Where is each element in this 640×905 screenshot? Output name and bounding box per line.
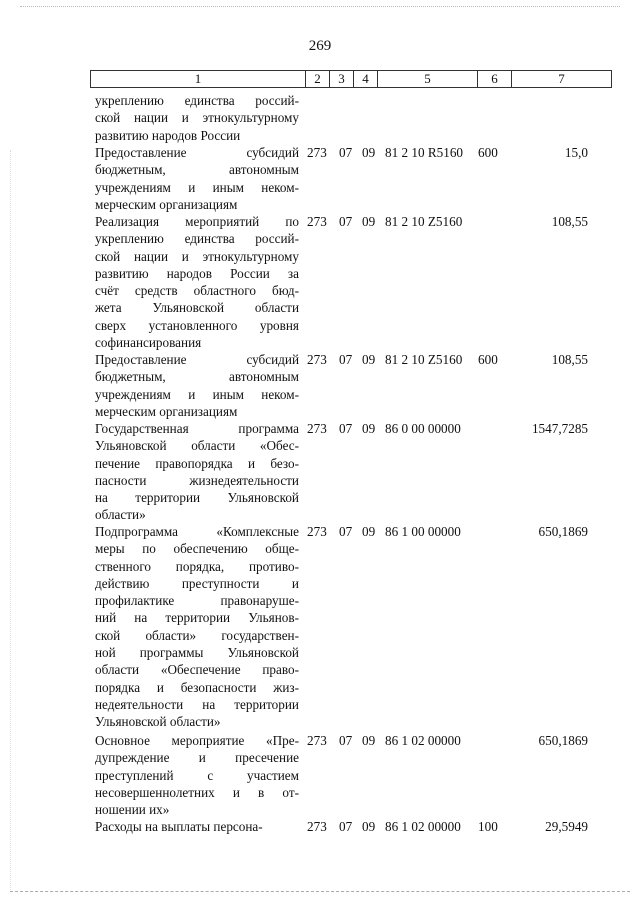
description-line: действию преступности и	[95, 575, 299, 591]
code-csr: 81 2 10 R5160	[385, 145, 464, 160]
code-vr: 100	[478, 819, 498, 834]
description-line: преступлений с участием	[95, 767, 299, 783]
row-description	[95, 420, 299, 524]
scan-edge-left	[10, 150, 12, 890]
amount: 650,1869	[538, 733, 588, 748]
description-line: учреждениям и иным неком-	[95, 179, 299, 195]
scan-edge-bottom	[10, 891, 630, 893]
header-col-5: 5	[377, 71, 477, 87]
description-line: ственного порядка, противо-	[95, 558, 299, 574]
code-csr: 81 2 10 Z5160	[385, 214, 463, 229]
description-line: дупреждение и пресечение	[95, 750, 299, 766]
header-col-1: 1	[194, 71, 202, 86]
header-col-6: 6	[477, 71, 511, 87]
description-line: профилактике правонаруше-	[95, 593, 299, 609]
code-pr: 09	[362, 352, 376, 367]
description-line: несовершеннолетних и в от-	[95, 784, 299, 800]
description-line: ной программы Ульяновской	[95, 645, 299, 661]
description-line: ской нации и этнокультурному	[95, 110, 299, 126]
description-line: Подпрограмма «Комплексные	[95, 524, 299, 539]
description-line: развитию народов России	[95, 127, 241, 143]
description-line: укреплению единства россий-	[95, 93, 299, 108]
description-line: развитию народов России за	[95, 265, 299, 281]
description-line: на территории Ульяновской	[95, 490, 299, 506]
code-rz: 07	[339, 421, 353, 436]
row-description	[95, 732, 299, 818]
code-csr: 86 1 02 00000	[385, 819, 461, 834]
code-rz: 07	[339, 524, 353, 539]
code-rz: 07	[339, 145, 353, 160]
description-line: ской нации и этнокультурному	[95, 248, 299, 264]
table-header	[90, 70, 612, 88]
description-line: ской области» государствен-	[95, 627, 299, 643]
code-pr: 09	[362, 421, 376, 436]
header-col-7: 7	[511, 71, 611, 87]
description-line: бюджетным, автономным	[95, 369, 299, 385]
description-line: области»	[95, 507, 146, 523]
row-description	[95, 92, 299, 144]
description-line: мерческим организациям	[95, 403, 238, 419]
description-line: пасности жизнедеятельности	[95, 472, 299, 488]
description-line: укреплению единства россий-	[95, 231, 299, 247]
header-col-2: 2	[305, 71, 329, 87]
code-pr: 09	[362, 819, 376, 834]
description-line: меры по обеспечению обще-	[95, 541, 299, 557]
code-vid: 273	[307, 733, 327, 748]
description-line: Ульяновской области «Обес-	[95, 438, 299, 454]
code-vid: 273	[307, 421, 327, 436]
description-line: счёт средств областного бюд-	[95, 283, 299, 299]
code-csr: 86 1 02 00000	[385, 733, 461, 748]
amount: 15,0	[564, 145, 588, 160]
code-rz: 07	[339, 214, 353, 229]
description-line: печение правопорядка и безо-	[95, 455, 299, 471]
code-pr: 09	[362, 524, 376, 539]
amount: 1547,7285	[531, 421, 588, 436]
code-vr: 600	[478, 352, 498, 367]
description-line: ний на территории Ульянов-	[95, 610, 299, 626]
description-line: недеятельности на территории	[95, 696, 299, 712]
description-line: Реализация мероприятий по	[95, 214, 299, 229]
row-description	[95, 351, 299, 420]
header-col-4: 4	[353, 71, 377, 87]
code-rz: 07	[339, 733, 353, 748]
code-vr: 600	[478, 145, 498, 160]
code-vid: 273	[307, 352, 327, 367]
amount: 108,55	[551, 352, 588, 367]
description-line: Предоставление субсидий	[95, 352, 299, 367]
description-line: ношении их»	[95, 802, 170, 818]
code-vid: 273	[307, 214, 327, 229]
code-vid: 273	[307, 145, 327, 160]
code-csr: 81 2 10 Z5160	[385, 352, 463, 367]
description-line: мерческим организациям	[95, 196, 238, 212]
code-vid: 273	[307, 819, 327, 834]
description-line: бюджетным, автономным	[95, 162, 299, 178]
row-description	[95, 818, 299, 835]
code-vid: 273	[307, 524, 327, 539]
header-col-3: 3	[329, 71, 353, 87]
description-line: Ульяновской области»	[95, 714, 221, 730]
row-description	[95, 523, 299, 731]
amount: 650,1869	[538, 524, 588, 539]
description-line: порядка и безопасности жиз-	[95, 679, 299, 695]
scan-edge-top	[20, 6, 620, 8]
description-line: Государственная программа	[95, 421, 299, 436]
description-line: Предоставление субсидий	[95, 145, 299, 160]
description-line: Расходы на выплаты персона-	[95, 819, 263, 834]
description-line: области «Обеспечение право-	[95, 662, 299, 678]
description-line: сверх установленного уровня	[95, 317, 299, 333]
code-pr: 09	[362, 145, 376, 160]
code-rz: 07	[339, 819, 353, 834]
description-line: учреждениям и иным неком-	[95, 386, 299, 402]
description-line: Основное мероприятие «Пре-	[95, 733, 299, 748]
description-line: софинансирования	[95, 335, 202, 351]
amount: 108,55	[551, 214, 588, 229]
description-line: жета Ульяновской области	[95, 300, 299, 316]
code-pr: 09	[362, 733, 376, 748]
code-csr: 86 0 00 00000	[385, 421, 461, 436]
row-description	[95, 144, 299, 213]
row-description	[95, 213, 299, 351]
code-rz: 07	[339, 352, 353, 367]
code-pr: 09	[362, 214, 376, 229]
amount: 29,5949	[545, 819, 588, 834]
page-number: 269	[308, 38, 332, 54]
code-csr: 86 1 00 00000	[385, 524, 461, 539]
